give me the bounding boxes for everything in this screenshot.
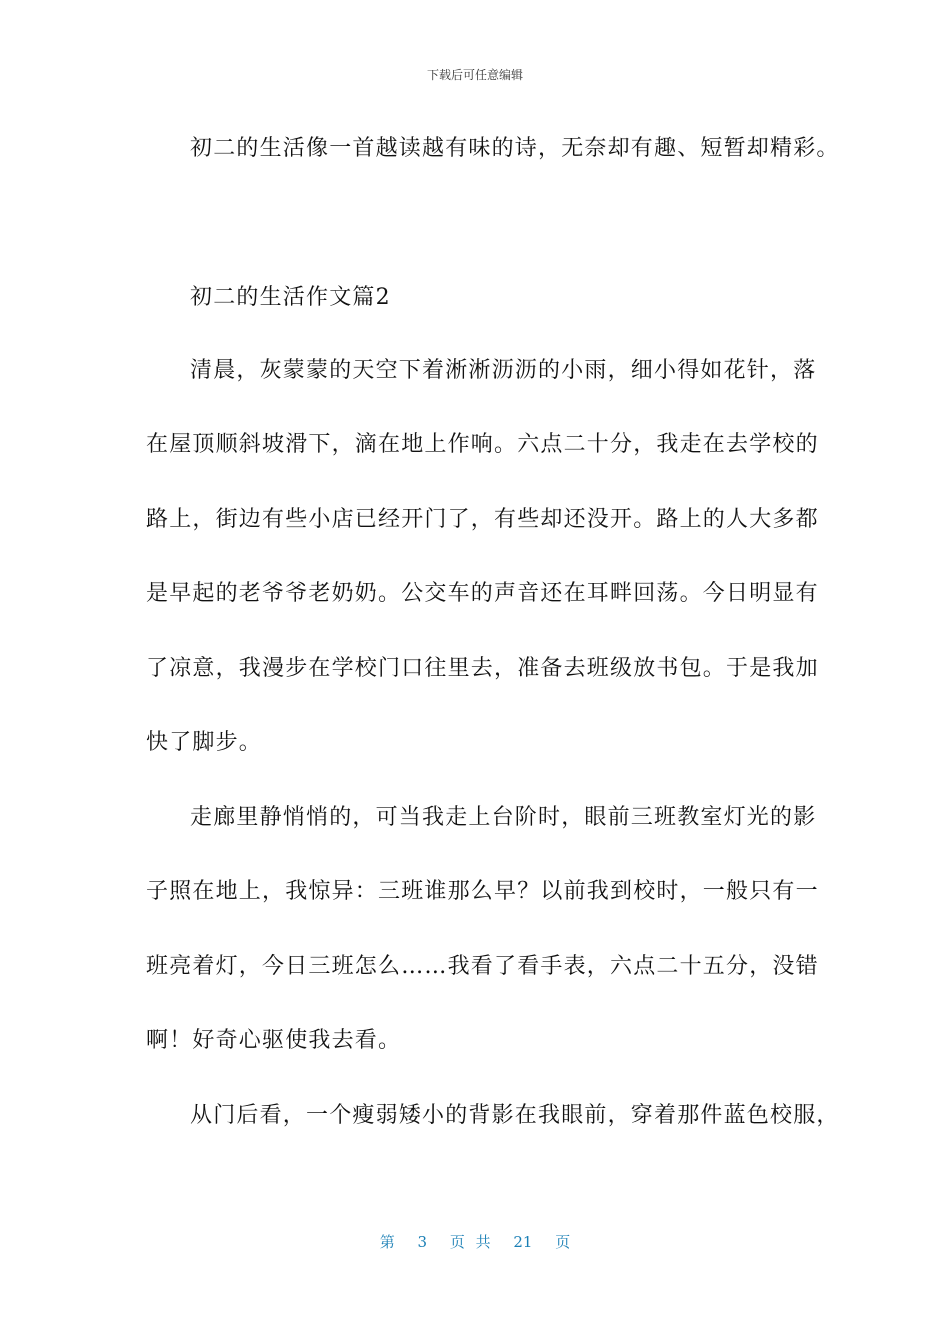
paragraph-line: 走廊里静悄悄的，可当我走上台阶时，眼前三班教室灯光的影 (190, 805, 817, 830)
footer-prefix: 第 (379, 1233, 395, 1251)
paragraph-line: 路上，街边有些小店已经开门了，有些却还没开。路上的人大多都 (146, 507, 819, 532)
footer-suffix: 页 (555, 1233, 571, 1251)
paragraph-line: 了凉意，我漫步在学校门口往里去，准备去班级放书包。于是我加 (146, 656, 819, 681)
page-footer (0, 1231, 950, 1252)
paragraph-line: 从门后看，一个瘦弱矮小的背影在我眼前，穿着那件蓝色校服， (190, 1103, 840, 1128)
paragraph-line: 班亮着灯，今日三班怎么……我看了看手表，六点二十五分，没错 (146, 954, 819, 979)
paragraph-line: 啊！好奇心驱使我去看。 (146, 1028, 402, 1053)
paragraph-line: 子照在地上，我惊异：三班谁那么早？以前我到校时，一般只有一 (146, 879, 819, 904)
paragraph-line: 清晨，灰蒙蒙的天空下着淅淅沥沥的小雨，细小得如花针，落 (190, 358, 817, 383)
paragraph-line: 在屋顶顺斜坡滑下，滴在地上作响。六点二十分，我走在去学校的 (146, 432, 819, 457)
paragraph-line: 快了脚步。 (146, 730, 263, 755)
paragraph-line: 是早起的老爷爷老奶奶。公交车的声音还在耳畔回荡。今日明显有 (146, 581, 819, 606)
section-heading: 初二的生活作文篇2 (190, 285, 391, 310)
paragraph-line: 初二的生活像一首越读越有味的诗，无奈却有趣、短暂却精彩。 (190, 136, 840, 161)
page-header: 下载后可任意编辑 (426, 68, 523, 82)
footer-middle: 页 共 (449, 1233, 491, 1251)
footer-page-number: 3 (417, 1233, 428, 1251)
footer-total-pages: 21 (513, 1233, 533, 1251)
